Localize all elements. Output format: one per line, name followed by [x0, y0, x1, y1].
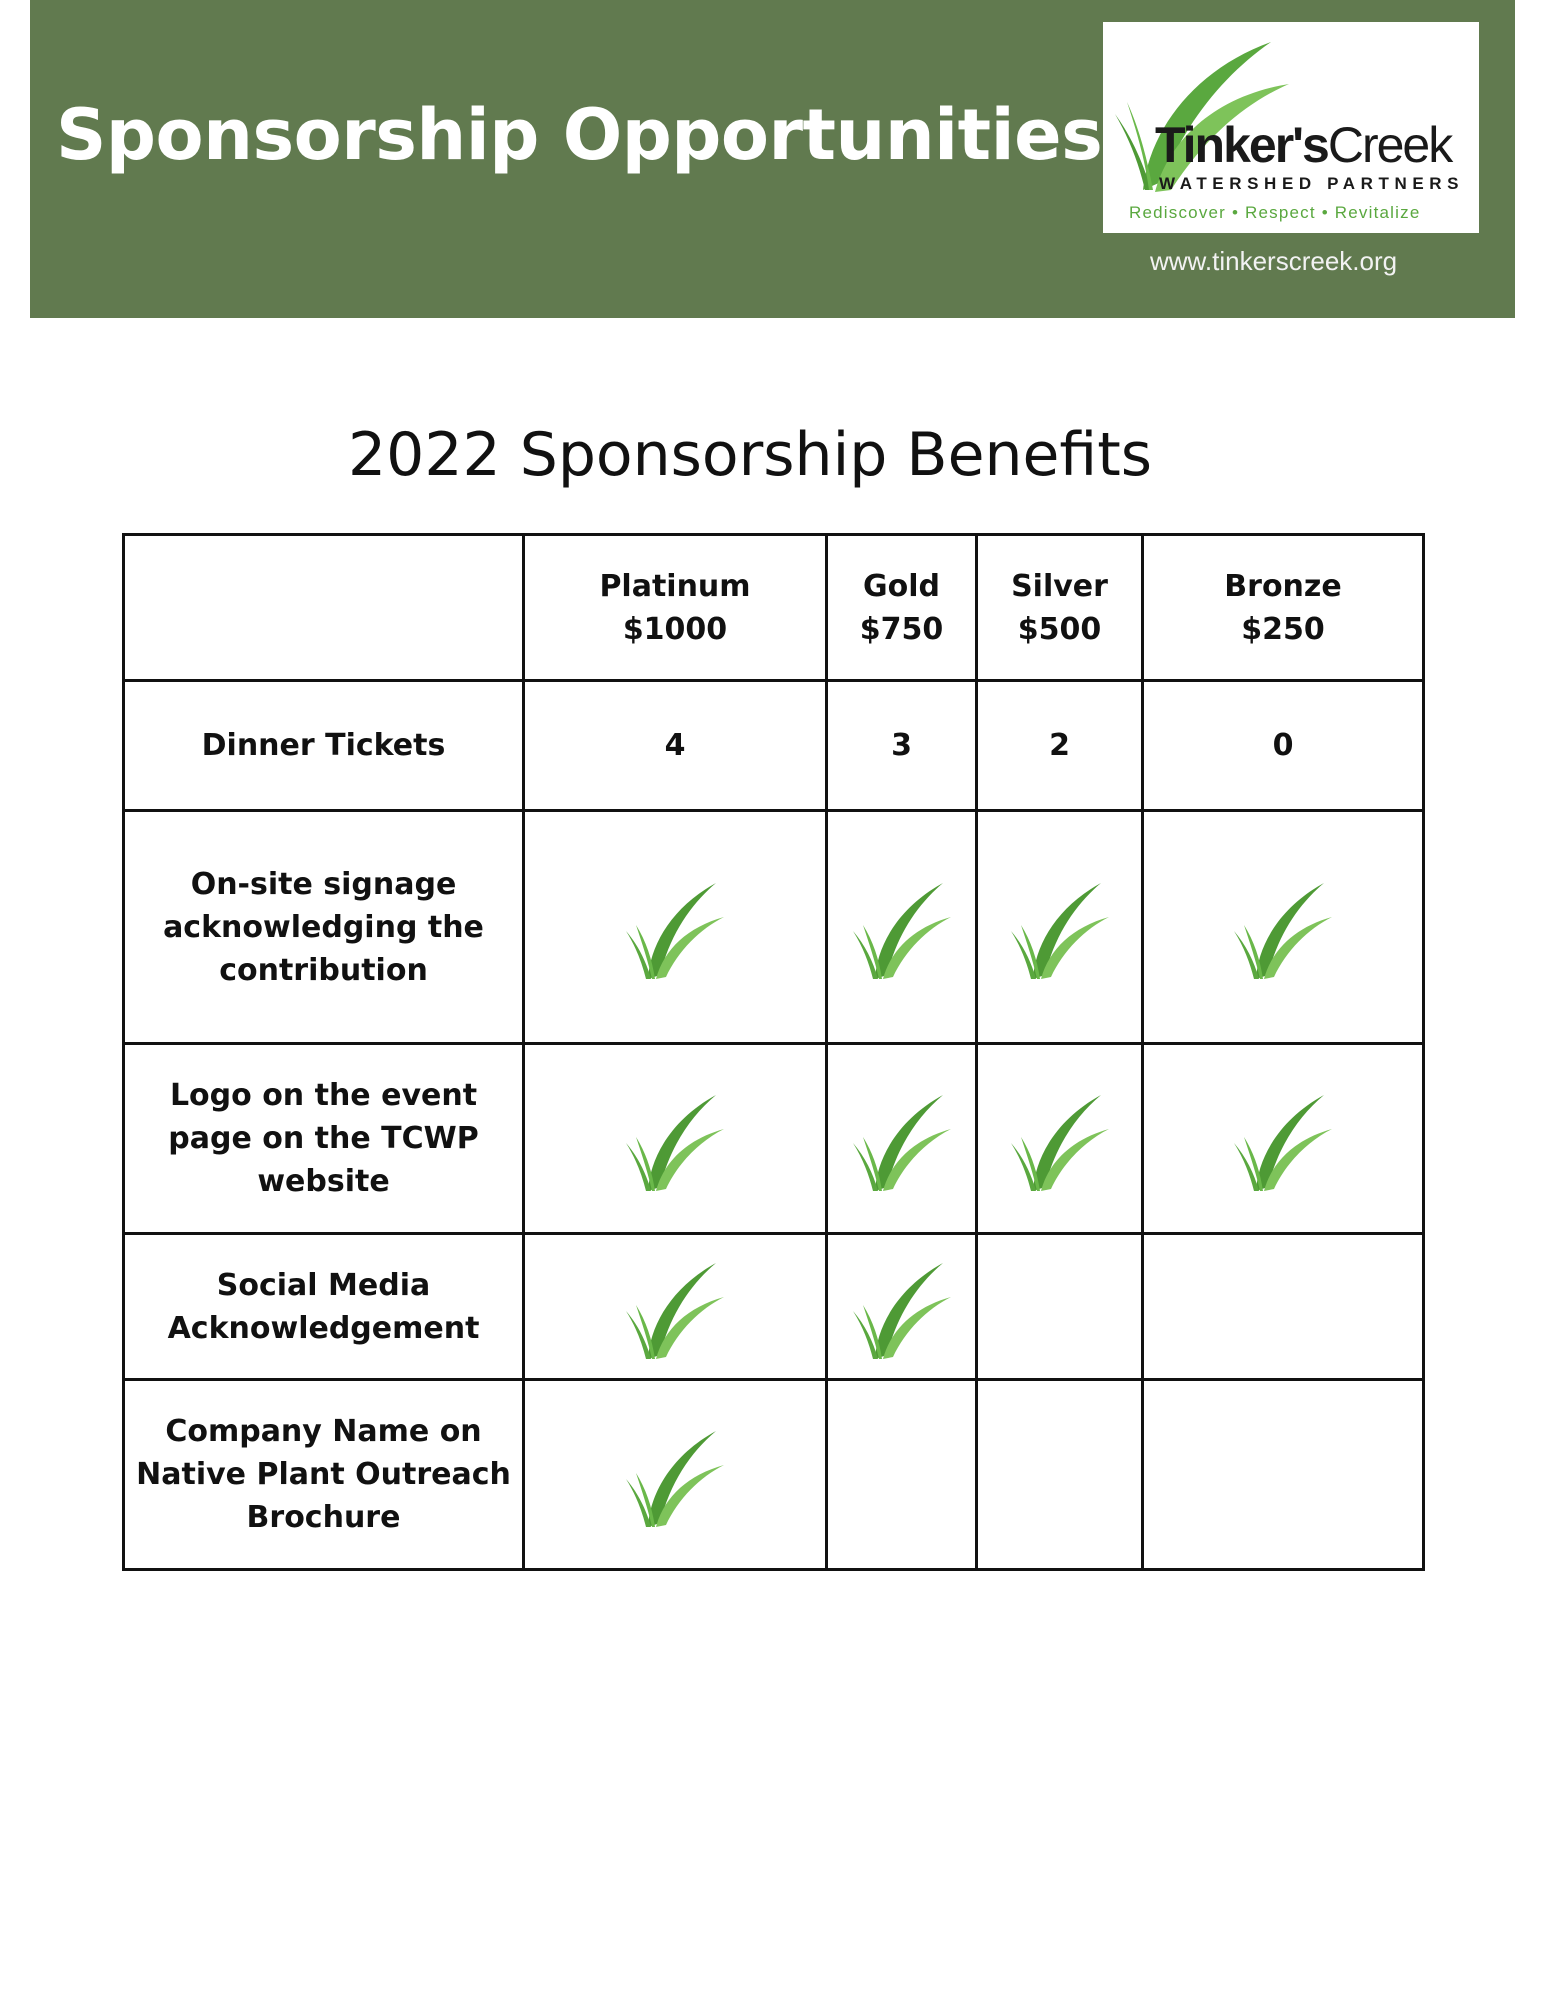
- logo-subtitle: WATERSHED PARTNERS: [1159, 174, 1465, 193]
- logo-word-bold: Tinker's: [1155, 117, 1328, 173]
- benefit-cell: [524, 1380, 827, 1570]
- tier-header-gold: [827, 535, 977, 681]
- row-label: Company Name on Native Plant Outreach Brochure: [124, 1380, 524, 1570]
- dinner-tickets-cell: 3: [827, 681, 977, 811]
- tier-name: Bronze: [1224, 568, 1342, 604]
- leaf-icon: [847, 1288, 957, 1323]
- table-row: [124, 681, 1424, 811]
- leaf-icon: [1228, 909, 1338, 944]
- row-label: Social Media Acknowledgement: [124, 1234, 524, 1380]
- row-label: Logo on the event page on the TCWP website: [124, 1044, 524, 1234]
- tier-name: Gold: [863, 568, 940, 604]
- tier-price: $750: [859, 611, 944, 647]
- leaf-icon: [1228, 1120, 1338, 1155]
- leaf-icon: [620, 1456, 730, 1491]
- table-row: [124, 811, 1424, 1044]
- header-empty-cell: [124, 535, 524, 681]
- section-title: 2022 Sponsorship Benefits: [347, 420, 1153, 490]
- leaf-icon: [620, 1288, 730, 1323]
- logo-tagline: Rediscover • Respect • Revitalize: [1129, 203, 1421, 222]
- header-banner: [30, 0, 1515, 318]
- tinkers-creek-logo: [1103, 22, 1479, 233]
- table-header-row: [124, 535, 1424, 681]
- page-title: Sponsorship Opportunities: [56, 94, 1103, 176]
- tier-name: Silver: [1011, 568, 1108, 604]
- benefit-cell: [827, 1380, 977, 1570]
- benefit-cell: [524, 1234, 827, 1380]
- dinner-tickets-cell: 4: [524, 681, 827, 811]
- benefit-cell: [827, 1234, 977, 1380]
- leaf-icon: [847, 909, 957, 944]
- benefit-cell: [827, 1044, 977, 1234]
- tier-header-bronze: [1143, 535, 1424, 681]
- benefits-table: [122, 533, 1425, 1571]
- benefit-cell: [1143, 811, 1424, 1044]
- table-row: [124, 1234, 1424, 1380]
- tier-price: $1000: [622, 611, 728, 647]
- benefit-cell: [977, 1044, 1143, 1234]
- tier-header-silver: [977, 535, 1143, 681]
- table-row: [124, 1044, 1424, 1234]
- logo-wordmark: [1155, 117, 1452, 173]
- benefit-cell: [1143, 1044, 1424, 1234]
- tier-header-platinum: [524, 535, 827, 681]
- table-row: [124, 1380, 1424, 1570]
- leaf-icon: [1005, 1120, 1115, 1155]
- benefit-cell: [977, 811, 1143, 1044]
- logo-word-regular: Creek: [1327, 117, 1452, 173]
- benefit-cell: [977, 1234, 1143, 1380]
- benefit-cell: [524, 1044, 827, 1234]
- leaf-icon: [620, 909, 730, 944]
- benefit-cell: [1143, 1380, 1424, 1570]
- row-label: Dinner Tickets: [124, 681, 524, 811]
- website-url: www.tinkerscreek.org: [1150, 246, 1398, 276]
- benefit-cell: [827, 811, 977, 1044]
- leaf-icon: [847, 1120, 957, 1155]
- benefit-cell: [1143, 1234, 1424, 1380]
- row-label: On-site signage acknowledging the contribution: [124, 811, 524, 1044]
- tier-price: $250: [1241, 611, 1325, 647]
- benefit-cell: [977, 1380, 1143, 1570]
- benefit-cell: [524, 811, 827, 1044]
- leaf-icon: [1005, 909, 1115, 944]
- tier-price: $500: [1017, 611, 1102, 647]
- leaf-icon: [620, 1120, 730, 1155]
- dinner-tickets-cell: 0: [1143, 681, 1424, 811]
- dinner-tickets-cell: 2: [977, 681, 1143, 811]
- tier-name: Platinum: [599, 568, 751, 604]
